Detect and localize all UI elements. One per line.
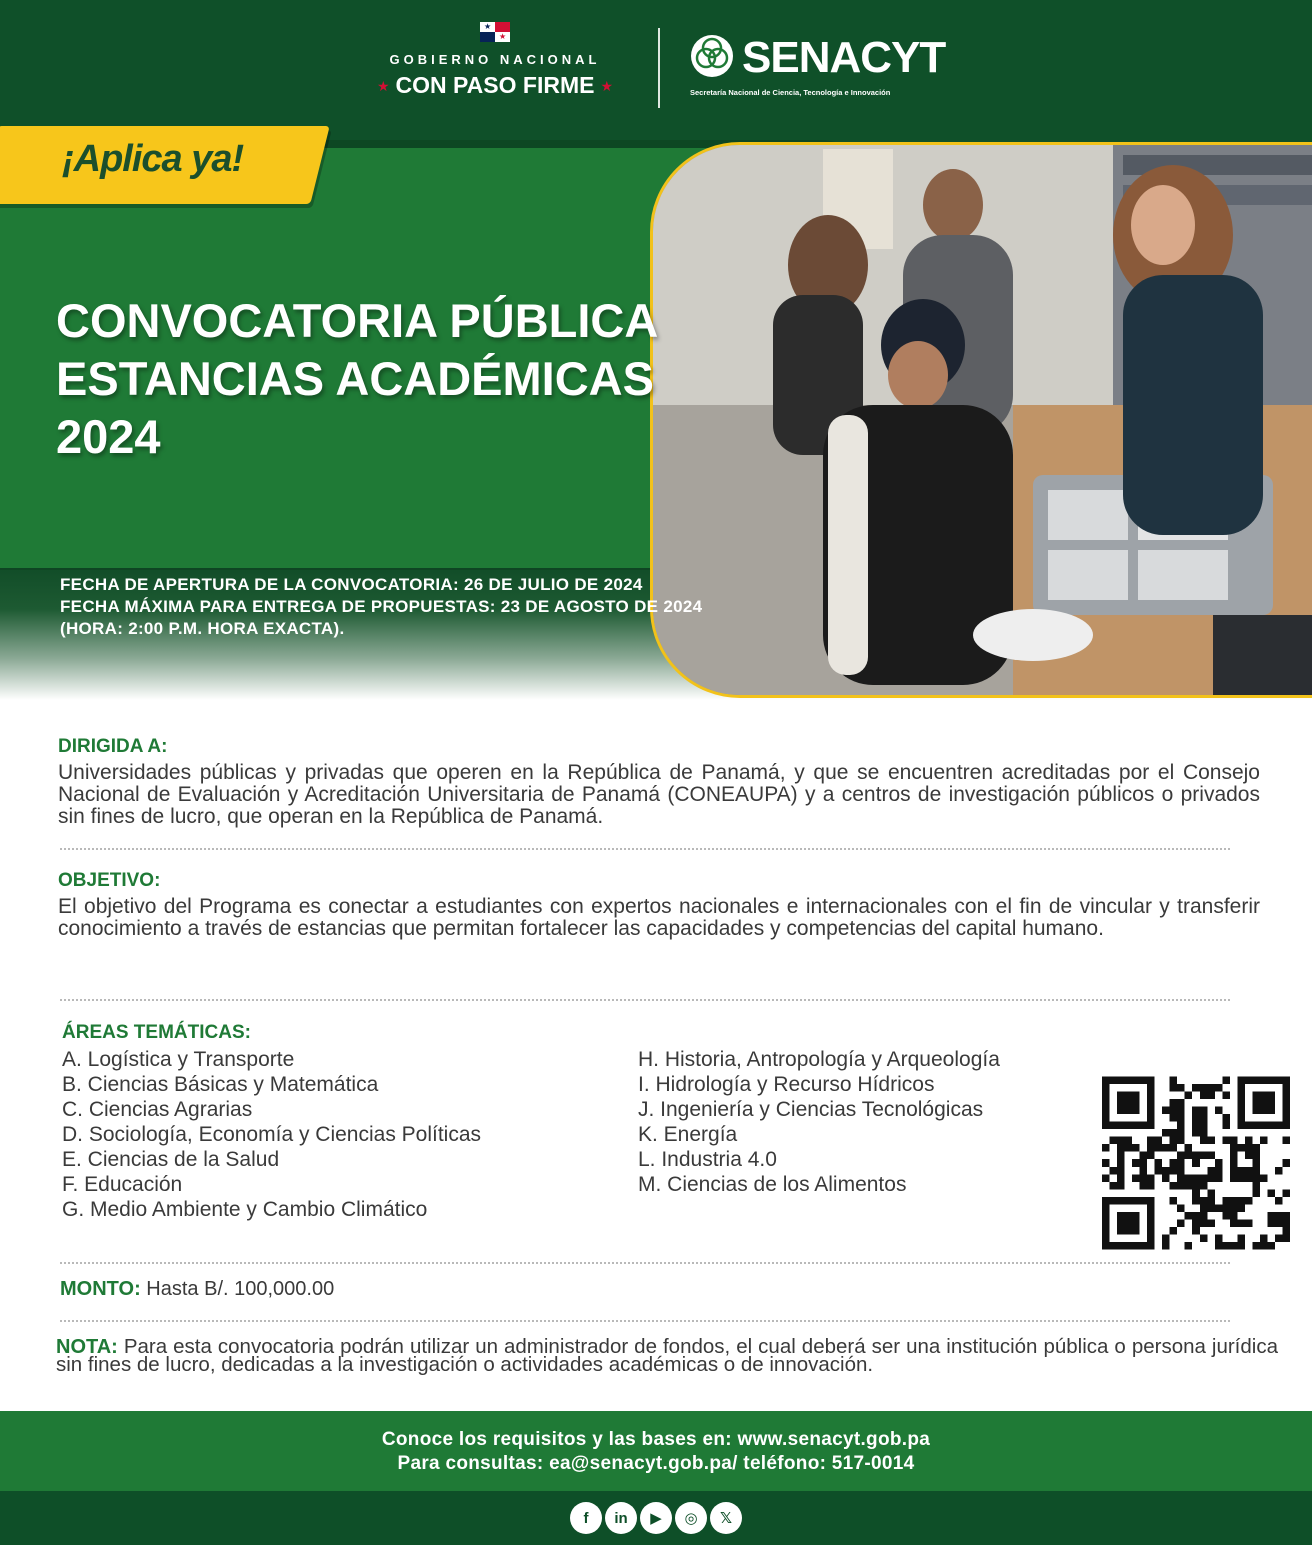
panama-flag-icon: ★ ★ xyxy=(480,22,510,42)
deadline-date: FECHA MÁXIMA PARA ENTREGA DE PROPUESTAS: 23 DE AGOSTO DE 2024 xyxy=(60,597,703,616)
instagram-icon[interactable]: ◎ xyxy=(675,1502,707,1534)
dirigida-section xyxy=(58,736,1260,828)
hero-section xyxy=(0,0,1312,700)
footer-website-line[interactable]: Conoce los requisitos y las bases en: www.senacyt.gob.pa xyxy=(381,1429,931,1450)
nota-text: Para esta convocatoria podrán utilizar un administrador de fondos, el cual deberá ser una institución pública o persona jurídica sin fines de lucro, dedicadas a la investigación o actividades académicas o de innovación. xyxy=(56,1335,1278,1376)
nota-label: NOTA: xyxy=(56,1336,118,1358)
facebook-icon[interactable]: f xyxy=(570,1502,602,1534)
linkedin-icon[interactable]: in xyxy=(605,1502,637,1534)
area-item: F. Educación xyxy=(62,1173,183,1196)
footer-contact-line[interactable]: Para consultas: ea@senacyt.gob.pa/ teléfono: 517-0014 xyxy=(397,1453,915,1474)
area-item: E. Ciencias de la Salud xyxy=(62,1148,280,1171)
monto-label: MONTO: xyxy=(60,1278,141,1300)
areas-list-left xyxy=(62,1047,622,1222)
youtube-icon[interactable]: ▶ xyxy=(640,1502,672,1534)
area-item: I. Hidrología y Recurso Hídricos xyxy=(638,1073,935,1096)
title-line-3: 2024 xyxy=(56,410,161,463)
dates-block xyxy=(60,574,820,640)
divider xyxy=(60,1262,1230,1264)
objetivo-label: OBJETIVO: xyxy=(58,870,161,891)
divider xyxy=(60,848,1230,850)
areas-label: ÁREAS TEMÁTICAS: xyxy=(62,1022,251,1043)
area-item: A. Logística y Transporte xyxy=(62,1048,295,1071)
opening-date: FECHA DE APERTURA DE LA CONVOCATORIA: 26 DE JULIO DE 2024 xyxy=(60,575,643,594)
area-item: H. Historia, Antropología y Arqueología xyxy=(638,1048,1000,1071)
x-icon[interactable]: 𝕏 xyxy=(710,1502,742,1534)
title-line-1: CONVOCATORIA PÚBLICA xyxy=(56,294,659,347)
area-item: C. Ciencias Agrarias xyxy=(62,1098,253,1121)
nota-section xyxy=(56,1335,1278,1376)
area-item: D. Sociología, Economía y Ciencias Políticas xyxy=(62,1123,482,1146)
area-item: M. Ciencias de los Alimentos xyxy=(638,1173,907,1196)
title-line-2: ESTANCIAS ACADÉMICAS xyxy=(56,352,654,405)
area-item: G. Medio Ambiente y Cambio Climático xyxy=(62,1198,428,1221)
divider xyxy=(60,999,1230,1001)
objetivo-section xyxy=(58,870,1260,940)
page-title xyxy=(56,292,756,466)
footer xyxy=(0,1411,1312,1545)
objetivo-text: El objetivo del Programa es conectar a estudiantes con expertos nacionales e internacionales con el fin de vincular y transferir conocimiento a través de estancias que permitan fortalecer las capacidades y competencias del capital humano. xyxy=(58,895,1260,940)
footer-band xyxy=(0,1411,1312,1491)
gobierno-nacional-logo xyxy=(355,18,635,108)
divider xyxy=(60,1320,1230,1322)
monto-value: Hasta B/. 100,000.00 xyxy=(146,1278,335,1300)
gov-line2-text: CON PASO FIRME xyxy=(395,72,595,98)
senacyt-mark-icon xyxy=(690,34,746,90)
dirigida-label: DIRIGIDA A: xyxy=(58,736,168,757)
areas-list-right xyxy=(638,1047,1098,1197)
gov-line2: ★ CON PASO FIRME ★ xyxy=(376,72,614,98)
qr-code[interactable] xyxy=(1102,1076,1290,1250)
apply-badge-text: ¡Aplica ya! xyxy=(62,138,244,180)
header-divider xyxy=(658,28,660,108)
senacyt-subtitle: Secretaría Nacional de Ciencia, Tecnología e Innovación xyxy=(690,88,891,97)
areas-section xyxy=(62,1022,1112,1221)
area-item: J. Ingeniería y Ciencias Tecnológicas xyxy=(638,1098,984,1121)
dirigida-text: Universidades públicas y privadas que operen en la República de Panamá, y que se encuentren acreditadas por el Consejo Nacional de Evaluación y Acreditación Universitaria de Panamá (CONEAUPA) y a centros de investigación públicos o privados sin fines de lucro, que operan en la República de Panamá. xyxy=(58,761,1260,828)
area-item: K. Energía xyxy=(638,1123,738,1146)
senacyt-name: SENACYT xyxy=(742,33,946,82)
senacyt-logo xyxy=(690,34,950,104)
social-icons xyxy=(570,1502,742,1534)
gov-line1: GOBIERNO NACIONAL xyxy=(389,52,601,67)
area-item: B. Ciencias Básicas y Matemática xyxy=(62,1073,379,1096)
monto-section xyxy=(60,1278,334,1301)
deadline-time: (HORA: 2:00 P.M. HORA EXACTA). xyxy=(60,619,345,638)
area-item: L. Industria 4.0 xyxy=(638,1148,777,1171)
